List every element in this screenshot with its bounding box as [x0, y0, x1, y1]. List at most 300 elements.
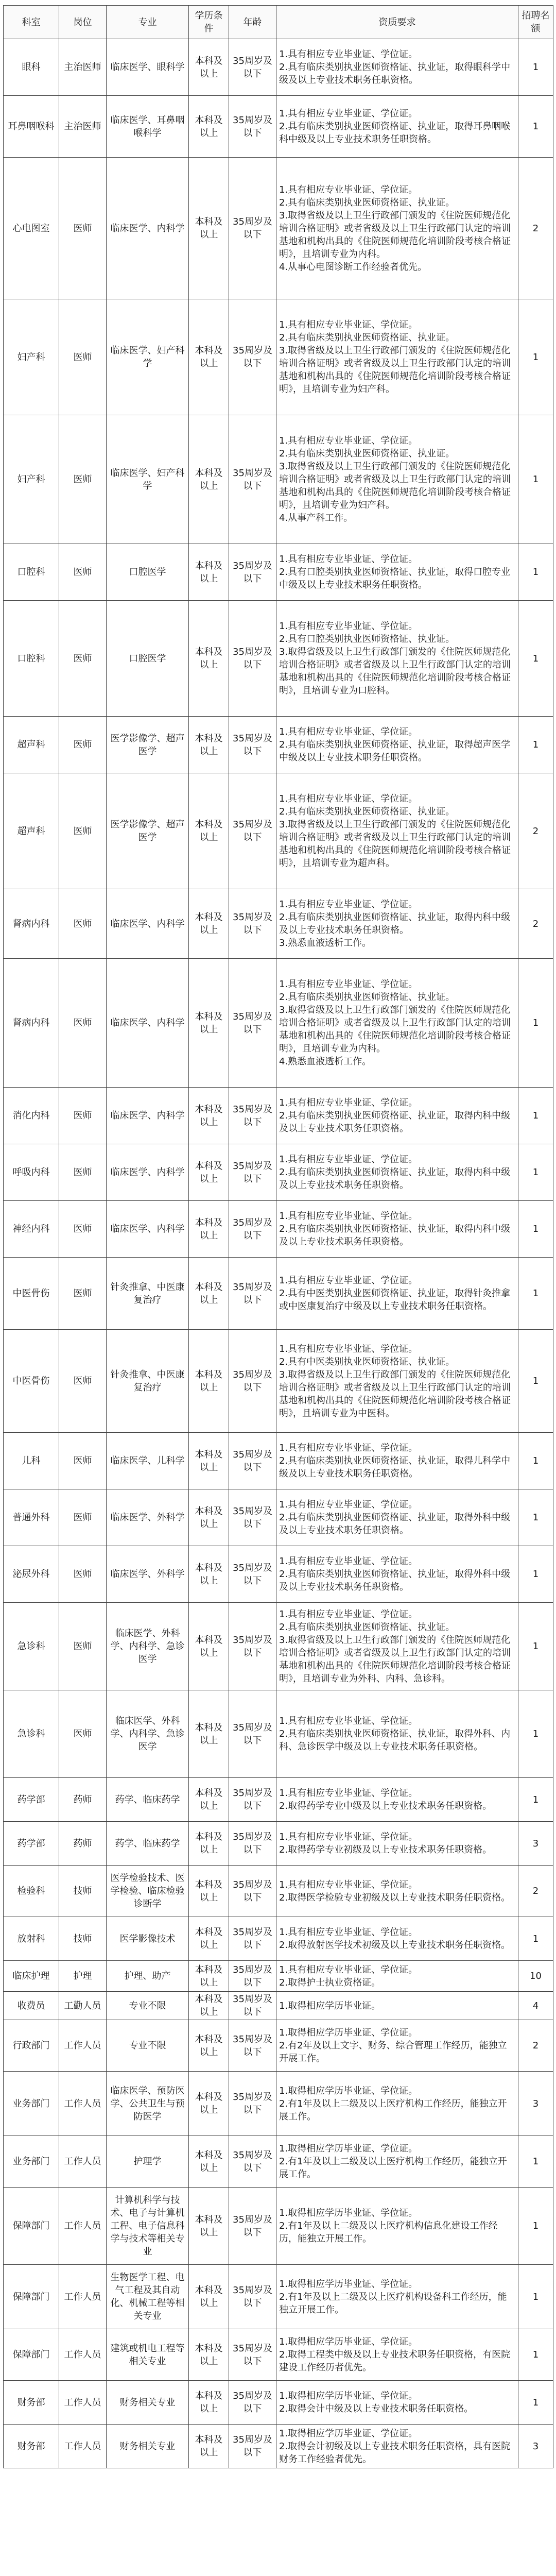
- requirement-line: 1.具有相应专业毕业证、学位证。: [279, 554, 418, 565]
- table-row: [4, 158, 553, 299]
- count-cell: 1: [518, 2329, 553, 2381]
- count-cell: 1: [518, 1690, 553, 1778]
- age-cell: 35周岁及以下: [229, 773, 276, 889]
- edu-cell: 本科及以上: [189, 1201, 229, 1258]
- dept-cell: 心电图室: [4, 158, 59, 299]
- edu-cell: 本科及以上: [189, 1330, 229, 1433]
- header-edu: 学历条件: [189, 6, 229, 39]
- position-cell: 医师: [59, 1144, 107, 1201]
- edu-cell: 本科及以上: [189, 773, 229, 889]
- table-row: [4, 717, 553, 773]
- age-cell: 35周岁及以下: [229, 1778, 276, 1822]
- count-cell: 2: [518, 2020, 553, 2072]
- position-cell: 主治医师: [59, 96, 107, 158]
- major-cell: 计算机科学与技术、电子与计算机工程、电子信息科学与技术等相关专业: [107, 2188, 189, 2265]
- major-cell: 护理学: [107, 2136, 189, 2188]
- table-row: [4, 1961, 553, 1992]
- requirement-line: 1.取得相应学历毕业证、学位证。: [279, 2336, 418, 2347]
- edu-cell: 本科及以上: [189, 1088, 229, 1144]
- edu-cell: 本科及以上: [189, 1144, 229, 1201]
- requirement-line: 1.具有相应专业毕业证、学位证。: [279, 1832, 418, 1842]
- requirement-line: 1.具有相应专业毕业证、学位证。: [279, 1154, 418, 1165]
- table-row: [4, 299, 553, 415]
- requirement-line: 1.具有相应专业毕业证、学位证。: [279, 726, 418, 737]
- count-cell: 1: [518, 1917, 553, 1961]
- table-row: [4, 773, 553, 889]
- requirements-cell: [276, 1489, 518, 1546]
- requirements-cell: [276, 1917, 518, 1961]
- count-cell: 1: [518, 959, 553, 1088]
- table-row: [4, 2136, 553, 2188]
- edu-cell: 本科及以上: [189, 415, 229, 544]
- position-cell: 医师: [59, 773, 107, 889]
- position-cell: 医师: [59, 717, 107, 773]
- requirements-cell: [276, 1258, 518, 1330]
- position-cell: 医师: [59, 1201, 107, 1258]
- position-cell: 医师: [59, 1690, 107, 1778]
- dept-cell: 耳鼻咽喉科: [4, 96, 59, 158]
- count-cell: 1: [518, 415, 553, 544]
- position-cell: 医师: [59, 1603, 107, 1690]
- requirement-line: 3.取得省级及以上卫生行政部门颁发的《住院医师规范化培训合格证明》或者省级及以上卫生行政部门认定的培训基地和机构出具的《住院医师规范化培训阶段考核合格证明》，且培训专业为口腔科。: [279, 647, 511, 696]
- age-cell: 35周岁及以下: [229, 1992, 276, 2020]
- table-row: [4, 1866, 553, 1917]
- dept-cell: 急诊科: [4, 1603, 59, 1690]
- age-cell: 35周岁及以下: [229, 1961, 276, 1992]
- edu-cell: 本科及以上: [189, 1822, 229, 1866]
- requirements-cell: [276, 1433, 518, 1489]
- count-cell: 1: [518, 299, 553, 415]
- age-cell: 35周岁及以下: [229, 1433, 276, 1489]
- edu-cell: 本科及以上: [189, 39, 229, 96]
- requirement-line: 1.具有相应专业毕业证、学位证。: [279, 1716, 418, 1726]
- requirement-line: 2.具有临床类别执业医师资格证、执业证，取得内科中级及以上专业技术职务任职资格。: [279, 912, 511, 936]
- requirement-line: 2.具有临床类别执业医师资格证、执业证。: [279, 332, 455, 343]
- header-requirements: 资质要求: [276, 6, 518, 39]
- dept-cell: 妇产科: [4, 299, 59, 415]
- requirement-line: 1.具有相应专业毕业证、学位证。: [279, 49, 418, 60]
- position-cell: 药师: [59, 1778, 107, 1822]
- requirement-line: 1.具有相应专业毕业证、学位证。: [279, 793, 418, 804]
- requirement-line: 3.取得省级及以上卫生行政部门颁发的《住院医师规范化培训合格证明》或者省级及以上卫生行政部门认定的培训基地和机构出具的《住院医师规范化培训阶段考核合格证明》，且培训专业为妇产科。: [279, 461, 511, 511]
- edu-cell: 本科及以上: [189, 889, 229, 959]
- count-cell: 1: [518, 1433, 553, 1489]
- dept-cell: 眼科: [4, 39, 59, 96]
- requirement-line: 1.取得相应学历毕业证、学位证。: [279, 2143, 418, 2154]
- count-cell: 2: [518, 773, 553, 889]
- count-cell: 2: [518, 889, 553, 959]
- major-cell: 临床医学、内科学: [107, 1088, 189, 1144]
- age-cell: 35周岁及以下: [229, 2381, 276, 2425]
- requirements-cell: [276, 1330, 518, 1433]
- position-cell: 医师: [59, 601, 107, 717]
- requirements-cell: [276, 1144, 518, 1201]
- dept-cell: 儿科: [4, 1433, 59, 1489]
- requirement-line: 3.取得省级及以上卫生行政部门颁发的《住院医师规范化培训合格证明》或者省级及以上卫生行政部门认定的培训基地和机构出具的《住院医师规范化培训阶段考核合格证明》，且培训专业为超声科。: [279, 819, 511, 869]
- requirements-cell: [276, 2136, 518, 2188]
- requirements-cell: [276, 717, 518, 773]
- age-cell: 35周岁及以下: [229, 1330, 276, 1433]
- position-cell: 药师: [59, 1822, 107, 1866]
- table-row: [4, 39, 553, 96]
- requirement-line: 1.取得相应学历毕业证、学位证。: [279, 2391, 418, 2401]
- recruitment-table: [3, 5, 553, 2468]
- edu-cell: 本科及以上: [189, 1992, 229, 2020]
- dept-cell: 临床护理: [4, 1961, 59, 1992]
- requirement-line: 4.从事产科工作。: [279, 513, 353, 523]
- table-header-row: [4, 6, 553, 39]
- age-cell: 35周岁及以下: [229, 1822, 276, 1866]
- requirement-line: 2.取得会计初级及以上专业技术职务任职资格，具有医院财务工作经验者优先。: [279, 2441, 511, 2465]
- age-cell: 35周岁及以下: [229, 717, 276, 773]
- count-cell: 2: [518, 158, 553, 299]
- major-cell: 医学影像学、超声医学: [107, 717, 189, 773]
- age-cell: 35周岁及以下: [229, 1546, 276, 1603]
- requirement-line: 3.取得省级及以上卫生行政部门颁发的《住院医师规范化培训合格证明》或者省级及以上卫生行政部门认定的培训基地和机构出具的《住院医师规范化培训阶段考核合格证明》，且培训专业为内科。: [279, 1005, 511, 1054]
- major-cell: 临床医学、内科学: [107, 1201, 189, 1258]
- table-row: [4, 1778, 553, 1822]
- dept-cell: 药学部: [4, 1822, 59, 1866]
- major-cell: 医学影像学、超声医学: [107, 773, 189, 889]
- table-row: [4, 959, 553, 1088]
- requirement-line: 1.取得相应学历毕业证、学位证。: [279, 2085, 418, 2096]
- major-cell: 临床医学、眼科学: [107, 39, 189, 96]
- position-cell: 工作人员: [59, 2072, 107, 2136]
- requirement-line: 1.取得相应学历毕业证、学位证。: [279, 2208, 418, 2218]
- requirement-line: 3.取得省级及以上卫生行政部门颁发的《住院医师规范化培训合格证明》或者省级及以上卫生行政部门认定的培训基地和机构出具的《住院医师规范化培训阶段考核合格证明》，且培训专业为外科、内科、急诊科。: [279, 1634, 511, 1684]
- position-cell: 工作人员: [59, 2329, 107, 2381]
- dept-cell: 保障部门: [4, 2265, 59, 2329]
- position-cell: 医师: [59, 1330, 107, 1433]
- table-row: [4, 1088, 553, 1144]
- dept-cell: 行政部门: [4, 2020, 59, 2072]
- requirement-line: 2.具有临床类别执业医师资格证、执业证，取得外科、内科、急诊医学中级及以上专业技术职务任职资格。: [279, 1728, 511, 1752]
- requirement-line: 2.具有临床类别执业医师资格证、执业证，取得内科中级及以上专业技术职务任职资格。: [279, 1167, 511, 1191]
- dept-cell: 口腔科: [4, 601, 59, 717]
- requirement-line: 1.具有相应专业毕业证、学位证。: [279, 1211, 418, 1222]
- requirement-line: 3.熟悉血液透析工作。: [279, 938, 372, 948]
- edu-cell: 本科及以上: [189, 1433, 229, 1489]
- age-cell: 35周岁及以下: [229, 1144, 276, 1201]
- edu-cell: 本科及以上: [189, 2188, 229, 2265]
- table-row: [4, 889, 553, 959]
- header-age: 年龄: [229, 6, 276, 39]
- requirement-line: 2.具有临床类别执业医师资格证、执业证，取得外科中级及以上专业技术职务任职资格。: [279, 1569, 511, 1592]
- position-cell: 医师: [59, 959, 107, 1088]
- requirement-line: 4.熟悉血液透析工作。: [279, 1056, 372, 1067]
- table-row: [4, 1603, 553, 1690]
- count-cell: 1: [518, 544, 553, 601]
- count-cell: 2: [518, 1866, 553, 1917]
- position-cell: 工勤人员: [59, 1992, 107, 2020]
- requirement-line: 1.具有相应专业毕业证、学位证。: [279, 1275, 418, 1286]
- age-cell: 35周岁及以下: [229, 1201, 276, 1258]
- dept-cell: 消化内科: [4, 1088, 59, 1144]
- edu-cell: 本科及以上: [189, 299, 229, 415]
- requirements-cell: [276, 544, 518, 601]
- requirement-line: 2.具有口腔类别执业医师资格证、执业证。: [279, 634, 455, 645]
- dept-cell: 呼吸内科: [4, 1144, 59, 1201]
- position-cell: 医师: [59, 158, 107, 299]
- position-cell: 医师: [59, 544, 107, 601]
- requirement-line: 1.取得相应学历毕业证。: [279, 2000, 381, 2011]
- age-cell: 35周岁及以下: [229, 889, 276, 959]
- position-cell: 医师: [59, 1546, 107, 1603]
- dept-cell: 肾病内科: [4, 959, 59, 1088]
- table-body: [4, 39, 553, 2468]
- requirement-line: 3.取得省级及以上卫生行政部门颁发的《住院医师规范化培训合格证明》或者省级及以上卫生行政部门认定的培训基地和机构出具的《住院医师规范化培训阶段考核合格证明》，且培训专业为内科。: [279, 210, 511, 260]
- major-cell: 临床医学、外科学、内科学、急诊医学: [107, 1690, 189, 1778]
- dept-cell: 泌尿外科: [4, 1546, 59, 1603]
- dept-cell: 财务部: [4, 2425, 59, 2468]
- requirement-line: 2.具有临床类别执业医师资格证、执业证，取得超声医学中级及以上专业技术职务任职资格。: [279, 739, 511, 763]
- requirements-cell: [276, 1992, 518, 2020]
- edu-cell: 本科及以上: [189, 1603, 229, 1690]
- age-cell: 35周岁及以下: [229, 2329, 276, 2381]
- table-row: [4, 2381, 553, 2425]
- count-cell: 10: [518, 1961, 553, 1992]
- edu-cell: 本科及以上: [189, 2136, 229, 2188]
- count-cell: 1: [518, 2265, 553, 2329]
- dept-cell: 神经内科: [4, 1201, 59, 1258]
- requirement-line: 1.具有相应专业毕业证、学位证。: [279, 1964, 418, 1975]
- edu-cell: 本科及以上: [189, 1258, 229, 1330]
- position-cell: 工作人员: [59, 2381, 107, 2425]
- requirements-cell: [276, 2020, 518, 2072]
- requirement-line: 1.具有相应专业毕业证、学位证。: [279, 979, 418, 990]
- major-cell: 针灸推拿、中医康复治疗: [107, 1258, 189, 1330]
- age-cell: 35周岁及以下: [229, 1603, 276, 1690]
- major-cell: 专业不限: [107, 2020, 189, 2072]
- requirements-cell: [276, 959, 518, 1088]
- major-cell: 针灸推拿、中医康复治疗: [107, 1330, 189, 1433]
- requirement-line: 1.具有相应专业毕业证、学位证。: [279, 108, 418, 119]
- requirements-cell: [276, 1603, 518, 1690]
- requirement-line: 2.具有临床类别执业医师资格证、执业证，取得眼科学中级及以上专业技术职务任职资格。: [279, 62, 511, 86]
- requirement-line: 1.具有相应专业毕业证、学位证。: [279, 899, 418, 910]
- header-major: 专业: [107, 6, 189, 39]
- dept-cell: 口腔科: [4, 544, 59, 601]
- major-cell: 临床医学、内科学: [107, 889, 189, 959]
- position-cell: 主治医师: [59, 39, 107, 96]
- count-cell: 1: [518, 717, 553, 773]
- position-cell: 医师: [59, 1433, 107, 1489]
- age-cell: 35周岁及以下: [229, 1866, 276, 1917]
- major-cell: 建筑或机电工程等相关专业: [107, 2329, 189, 2381]
- major-cell: 专业不限: [107, 1992, 189, 2020]
- position-cell: 工作人员: [59, 2265, 107, 2329]
- position-cell: 医师: [59, 889, 107, 959]
- table-row: [4, 544, 553, 601]
- major-cell: 财务相关专业: [107, 2381, 189, 2425]
- table-row: [4, 96, 553, 158]
- requirement-line: 2.具有中医类别执业医师资格证、执业证。: [279, 1356, 455, 1367]
- edu-cell: 本科及以上: [189, 96, 229, 158]
- dept-cell: 收费员: [4, 1992, 59, 2020]
- position-cell: 医师: [59, 1088, 107, 1144]
- edu-cell: 本科及以上: [189, 2425, 229, 2468]
- table-row: [4, 1258, 553, 1330]
- dept-cell: 检验科: [4, 1866, 59, 1917]
- position-cell: 医师: [59, 415, 107, 544]
- edu-cell: 本科及以上: [189, 2265, 229, 2329]
- requirements-cell: [276, 96, 518, 158]
- requirement-line: 2.有1年及以上二级及以上医疗机构设备科工作经历，能独立开展工作。: [279, 2291, 507, 2315]
- major-cell: 临床医学、内科学: [107, 158, 189, 299]
- table-row: [4, 1546, 553, 1603]
- requirement-line: 1.具有相应专业毕业证、学位证。: [279, 1097, 418, 1108]
- dept-cell: 药学部: [4, 1778, 59, 1822]
- count-cell: 1: [518, 1201, 553, 1258]
- count-cell: 1: [518, 2381, 553, 2425]
- table-row: [4, 415, 553, 544]
- age-cell: 35周岁及以下: [229, 1489, 276, 1546]
- requirements-cell: [276, 39, 518, 96]
- major-cell: 临床医学、外科学、内科学、急诊医学: [107, 1603, 189, 1690]
- position-cell: 护理: [59, 1961, 107, 1992]
- table-row: [4, 1330, 553, 1433]
- position-cell: 工作人员: [59, 2188, 107, 2265]
- requirements-cell: [276, 415, 518, 544]
- table-row: [4, 1201, 553, 1258]
- position-cell: 工作人员: [59, 2020, 107, 2072]
- count-cell: 1: [518, 1144, 553, 1201]
- requirement-line: 1.取得相应学历毕业证、学位证。: [279, 2278, 418, 2290]
- age-cell: 35周岁及以下: [229, 96, 276, 158]
- requirements-cell: [276, 1961, 518, 1992]
- age-cell: 35周岁及以下: [229, 959, 276, 1088]
- count-cell: 1: [518, 39, 553, 96]
- requirement-line: 2.有1年及以上二级及以上医疗机构工作经历，能独立开展工作。: [279, 2156, 507, 2180]
- header-count: 招聘名额: [518, 6, 553, 39]
- position-cell: 技师: [59, 1866, 107, 1917]
- count-cell: 3: [518, 1822, 553, 1866]
- edu-cell: 本科及以上: [189, 1546, 229, 1603]
- age-cell: 35周岁及以下: [229, 601, 276, 717]
- requirements-cell: [276, 2381, 518, 2425]
- major-cell: 生物医学工程、电气工程及其自动化、机械工程等相关专业: [107, 2265, 189, 2329]
- requirements-cell: [276, 2329, 518, 2381]
- requirement-line: 1.具有相应专业毕业证、学位证。: [279, 184, 418, 195]
- requirement-line: 2.取得工程类中级及以上专业技术职务任职资格，有医院建设工作经历者优先。: [279, 2349, 511, 2373]
- dept-cell: 超声科: [4, 717, 59, 773]
- major-cell: 口腔医学: [107, 544, 189, 601]
- requirements-cell: [276, 1088, 518, 1144]
- requirement-line: 1.取得相应学历毕业证、学位证。: [279, 2027, 418, 2038]
- requirement-line: 2.取得药学专业初级及以上专业技术职务任职资格。: [279, 1844, 492, 1855]
- major-cell: 临床医学、妇产科学: [107, 299, 189, 415]
- count-cell: 1: [518, 1778, 553, 1822]
- requirement-line: 2.有1年及以上二级及以上医疗机构工作经历，能独立开展工作。: [279, 2098, 507, 2122]
- major-cell: 临床医学、妇产科学: [107, 415, 189, 544]
- position-cell: 医师: [59, 1258, 107, 1330]
- age-cell: 35周岁及以下: [229, 2265, 276, 2329]
- edu-cell: 本科及以上: [189, 1690, 229, 1778]
- age-cell: 35周岁及以下: [229, 2020, 276, 2072]
- count-cell: 1: [518, 2136, 553, 2188]
- table-row: [4, 1822, 553, 1866]
- requirement-line: 1.具有相应专业毕业证、学位证。: [279, 435, 418, 446]
- position-cell: 工作人员: [59, 2136, 107, 2188]
- requirements-cell: [276, 158, 518, 299]
- requirement-line: 2.具有临床类别执业医师资格证、执业证，取得内科中级及以上专业技术职务任职资格。: [279, 1224, 511, 1247]
- table-row: [4, 2265, 553, 2329]
- requirement-line: 1.取得相应学历毕业证、学位证。: [279, 2428, 418, 2439]
- requirement-line: 2.取得医学检验专业初级及以上专业技术职务任职资格。: [279, 1892, 511, 1903]
- edu-cell: 本科及以上: [189, 2072, 229, 2136]
- requirement-line: 1.具有相应专业毕业证、学位证。: [279, 1879, 418, 1890]
- requirement-line: 2.具有临床类别执业医师资格证、执业证，取得耳鼻咽喉科中级及以上专业技术职务任职资格。: [279, 121, 511, 145]
- table-row: [4, 2425, 553, 2468]
- dept-cell: 普通外科: [4, 1489, 59, 1546]
- table-row: [4, 2188, 553, 2265]
- edu-cell: 本科及以上: [189, 959, 229, 1088]
- age-cell: 35周岁及以下: [229, 2136, 276, 2188]
- table-row: [4, 2072, 553, 2136]
- table-row: [4, 1917, 553, 1961]
- requirements-cell: [276, 2188, 518, 2265]
- edu-cell: 本科及以上: [189, 1961, 229, 1992]
- requirements-cell: [276, 2425, 518, 2468]
- edu-cell: 本科及以上: [189, 2329, 229, 2381]
- major-cell: 医学影像技术: [107, 1917, 189, 1961]
- table-row: [4, 1992, 553, 2020]
- requirement-line: 1.具有相应专业毕业证、学位证。: [279, 1608, 418, 1620]
- table-row: [4, 1433, 553, 1489]
- requirement-line: 1.具有相应专业毕业证、学位证。: [279, 319, 418, 330]
- major-cell: 财务相关专业: [107, 2425, 189, 2468]
- requirements-cell: [276, 1822, 518, 1866]
- count-cell: 1: [518, 2188, 553, 2265]
- table-row: [4, 2329, 553, 2381]
- edu-cell: 本科及以上: [189, 1866, 229, 1917]
- edu-cell: 本科及以上: [189, 158, 229, 299]
- major-cell: 临床医学、外科学: [107, 1489, 189, 1546]
- count-cell: 1: [518, 1330, 553, 1433]
- major-cell: 临床医学、儿科学: [107, 1433, 189, 1489]
- edu-cell: 本科及以上: [189, 1778, 229, 1822]
- age-cell: 35周岁及以下: [229, 1088, 276, 1144]
- requirement-line: 3.取得省级及以上卫生行政部门颁发的《住院医师规范化培训合格证明》或者省级及以上卫生行政部门认定的培训基地和机构出具的《住院医师规范化培训阶段考核合格证明》，且培训专业为中医科。: [279, 1369, 511, 1419]
- age-cell: 35周岁及以下: [229, 544, 276, 601]
- table-row: [4, 1690, 553, 1778]
- dept-cell: 中医骨伤: [4, 1330, 59, 1433]
- major-cell: 药学、临床药学: [107, 1778, 189, 1822]
- dept-cell: 中医骨伤: [4, 1258, 59, 1330]
- major-cell: 临床医学、外科学: [107, 1546, 189, 1603]
- table-row: [4, 2020, 553, 2072]
- requirement-line: 2.具有口腔类别执业医师资格证、执业证，取得口腔专业中级及以上专业技术职务任职资格。: [279, 567, 511, 590]
- count-cell: 1: [518, 1258, 553, 1330]
- major-cell: 临床医学、耳鼻咽喉科学: [107, 96, 189, 158]
- requirement-line: 2.具有中医类别执业医师资格证、执业证，取得针灸推拿或中医康复治疗中级及以上专业技术职务任职资格。: [279, 1288, 511, 1312]
- dept-cell: 妇产科: [4, 415, 59, 544]
- requirement-line: 2.具有临床类别执业医师资格证、执业证。: [279, 197, 455, 208]
- requirement-line: 1.具有相应专业毕业证、学位证。: [279, 1927, 418, 1938]
- edu-cell: 本科及以上: [189, 717, 229, 773]
- requirement-line: 2.取得药学专业中级及以上专业技术职务任职资格。: [279, 1801, 492, 1811]
- dept-cell: 业务部门: [4, 2072, 59, 2136]
- count-cell: 4: [518, 1992, 553, 2020]
- requirement-line: 2.具有临床类别执业医师资格证、执业证。: [279, 806, 455, 817]
- table-row: [4, 1144, 553, 1201]
- requirements-cell: [276, 299, 518, 415]
- dept-cell: 保障部门: [4, 2329, 59, 2381]
- count-cell: 1: [518, 1603, 553, 1690]
- dept-cell: 财务部: [4, 2381, 59, 2425]
- edu-cell: 本科及以上: [189, 2381, 229, 2425]
- requirement-line: 1.具有相应专业毕业证、学位证。: [279, 621, 418, 632]
